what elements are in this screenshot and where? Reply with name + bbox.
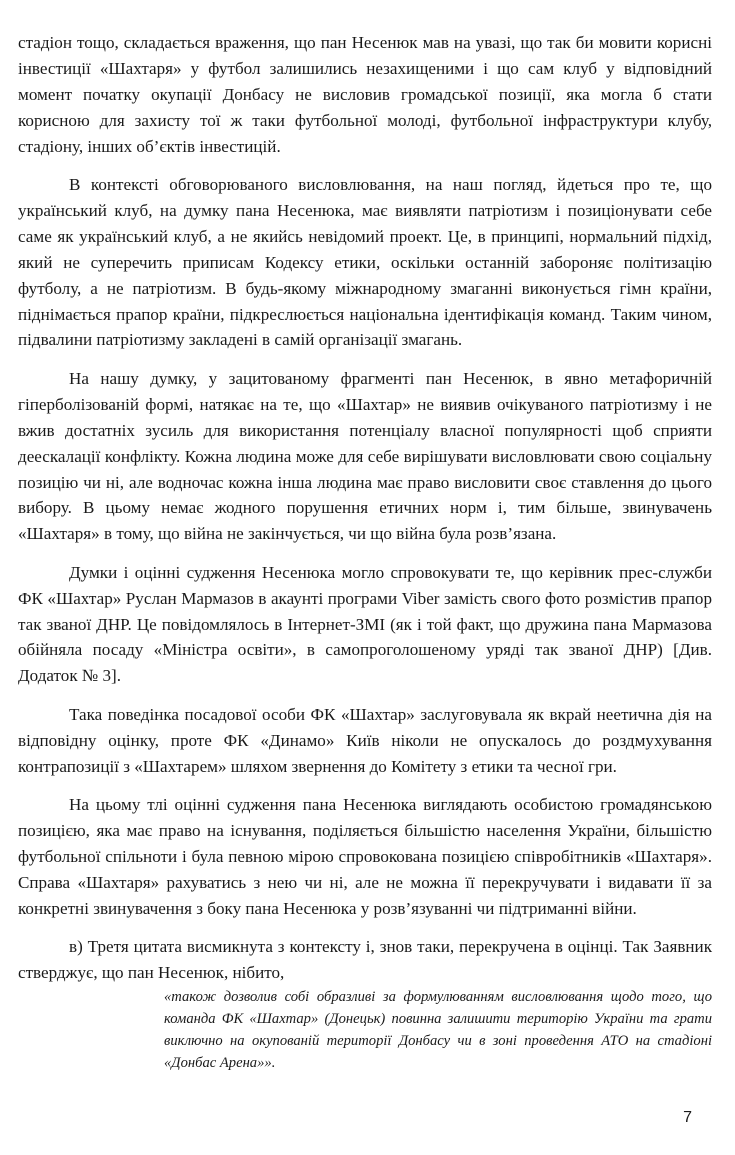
page-number: 7 (683, 1109, 692, 1126)
paragraph-third-quote: в) Третя цитата висмикнута з контексту і, знов таки, перекручена в оцінці. Так Заявник стверджує, що пан Несенюк, нібито, (18, 937, 712, 982)
paragraph-continuation: стадіон тощо, складається враження, що пан Несенюк мав на увазі, що так би мовити корисні інвестиції «Шахтаря» у футбол залишились незахищеними і що сам клуб у відповідний момент початку окупації Донбасу не висловив громадської позиції, яка могла б стати корисною для захисту тої ж таки футбольної молоді, футбольної інфраструктури клубу, стадіону, інших об’єктів інвестицій. (18, 33, 712, 156)
paragraph-metaphorical-form: На нашу думку, у зацитованому фрагменті пан Несенюк, в явно метафоричній гіперболізованій формі, натякає на те, що «Шахтар» не виявив очікуваного патріотизму і не вжив достатніх зусиль для використання потенціалу власної популярності щоб сприяти деескалації конфлікту. Кожна людина може для себе вирішувати висловлювати свою соціальну позицію чи ні, але водночас кожна інша людина має право висловити своє ставлення до цього вибору. В цьому немає жодного порушення етичних норм і, тим більше, звинувачень «Шахтаря» в тому, що війна не закінчується, чи що війна була розв’язана. (18, 368, 712, 544)
paragraph-patriotism-context: В контексті обговорюваного висловлювання, на наш погляд, йдеться про те, що український клуб, на думку пана Несенюка, має виявляти патріотизм і позиціонувати себе саме як український клуб, а не якийсь невідомий проект. Це, в принципі, нормальний підхід, який не суперечить приписам Кодексу етики, оскільки останній забороняє політизацію футболу, а не патріотизм. В будь-якому міжнародному змаганні виконується гімн країни, піднімається прапор країни, підкреслюється національна ідентифікація команд. Таким чином, підвалини патріотизму закладені в самій організації змагань. (18, 175, 712, 350)
paragraph-press-service: Думки і оцінні судження Несенюка могло спровокувати те, що керівник прес-служби ФК «Шахтар» Руслан Мармазов в акаунті програми Viber замість свого фото розмістив прапор так званої ДНР. Це повідомлялось в Інтернет-ЗМІ (як і той факт, що дружина пана Мармазова обійняла посаду «Міністра освіти», в самопроголошеному уряді так званої ДНР) [Див. Додаток № 3]. (18, 562, 712, 686)
paragraph-civic-position: На цьому тлі оцінні судження пана Несенюка виглядають особистою громадянською позицією, яка має право на існування, поділяється більшістю населення України, більшістю футбольної спільноти і була певною мірою спровокована позицією співробітників «Шахтаря». Справа «Шахтаря» рахуватись з нею чи ні, але не можна її перекручувати і видавати її за конкретні звинувачення з боку пана Несенюка у розв’язуванні чи підтриманні війни. (18, 794, 712, 918)
quoted-statement: «також дозволив собі образливі за формулюванням висловлювання щодо того, що команда ФК «Шахтар» (Донецьк) повинна залишити територію України та грати виключно на окупованій території Донбасу чи в зоні проведення АТО на стадіоні «Донбас Арена»». (164, 988, 712, 1071)
document-body (18, 30, 712, 1074)
paragraph-unethical-behavior: Така поведінка посадової особи ФК «Шахтар» заслуговувала як вкрай неетична дія на відповідну оцінку, проте ФК «Динамо» Київ ніколи не опускалось до роздмухування контрапозиції з «Шахтарем» шляхом звернення до Комітету з етики та чесної гри. (18, 704, 712, 776)
